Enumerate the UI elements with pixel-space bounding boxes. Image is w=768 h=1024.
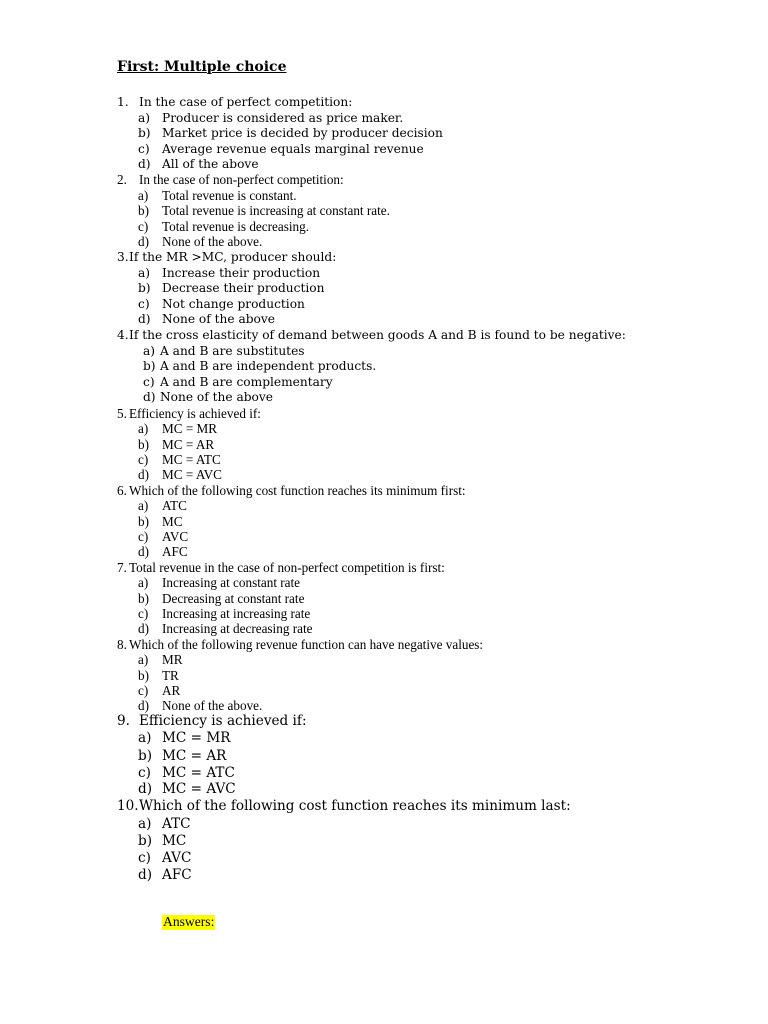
question-8-option-a: [138, 653, 183, 666]
option-letter: c): [138, 850, 151, 866]
option-text: Average revenue equals marginal revenue: [162, 142, 424, 156]
option-text: None of the above.: [162, 698, 263, 713]
option-text: MC = AVC: [162, 781, 236, 797]
question-5-option-b: [138, 438, 214, 451]
question-number: 7.: [117, 560, 127, 575]
option-text: MC: [162, 833, 187, 849]
option-text: Decrease their production: [162, 281, 325, 295]
option-letter: d): [138, 234, 149, 249]
option-letter: c): [138, 142, 150, 156]
option-text: ATC: [162, 816, 191, 832]
question-number: 3.: [117, 250, 129, 264]
option-text: MC = MR: [162, 421, 218, 436]
question-10-option-d: [138, 869, 192, 883]
option-letter: b): [138, 591, 149, 606]
option-letter: b): [138, 203, 149, 218]
option-text: Increase their production: [162, 266, 321, 280]
question-5-option-c: [138, 453, 221, 466]
question-7: [117, 561, 445, 574]
question-1-option-b: [138, 127, 443, 139]
question-5-option-a: [138, 422, 217, 435]
question-3-option-b: [138, 282, 324, 294]
option-text: AVC: [162, 850, 192, 866]
option-letter: c): [138, 297, 150, 311]
option-letter: a): [138, 816, 152, 832]
option-letter: b): [143, 359, 156, 373]
option-letter: b): [138, 126, 151, 140]
question-7-option-b: [138, 592, 304, 605]
question-text: Which of the following revenue function can have negative values:: [129, 637, 484, 652]
option-letter: a): [138, 575, 149, 590]
question-3-option-a: [138, 267, 320, 279]
question-9: [117, 715, 307, 729]
option-text: MC = AVC: [162, 467, 222, 482]
question-3-option-d: [138, 313, 275, 325]
option-letter: c): [138, 765, 151, 781]
option-letter: c): [138, 452, 149, 467]
option-text: Not change production: [162, 297, 305, 311]
option-text: None of the above: [160, 390, 273, 404]
question-text: Efficiency is achieved if:: [139, 713, 307, 729]
option-text: AR: [162, 683, 181, 698]
question-number: 4.: [117, 328, 129, 342]
question-4-option-d: [143, 391, 273, 403]
option-letter: d): [138, 781, 153, 797]
question-text: Efficiency is achieved if:: [129, 406, 261, 421]
section-heading: First: Multiple choice: [117, 59, 287, 75]
option-letter: d): [138, 312, 151, 326]
option-letter: a): [138, 188, 149, 203]
question-4-option-a: [143, 345, 305, 357]
question-10: [117, 800, 571, 814]
question-5: [117, 407, 261, 420]
option-text: Producer is considered as price maker.: [162, 111, 404, 125]
option-letter: d): [138, 544, 149, 559]
question-10-option-c: [138, 852, 191, 866]
question-9-option-b: [138, 750, 226, 764]
question-9-option-d: [138, 783, 236, 797]
option-text: Total revenue is decreasing.: [162, 219, 310, 234]
option-letter: b): [138, 514, 149, 529]
question-1-option-d: [138, 158, 259, 170]
question-1: [117, 96, 352, 108]
option-letter: a): [138, 111, 151, 125]
question-1-option-a: [138, 112, 403, 124]
question-7-option-a: [138, 576, 300, 589]
option-letter: a): [138, 730, 152, 746]
question-text: If the MR >MC, producer should:: [129, 250, 337, 264]
option-text: Market price is decided by producer decision: [162, 126, 443, 140]
question-number: 10.: [117, 798, 139, 814]
question-6-option-d: [138, 545, 188, 558]
question-text: In the case of perfect competition:: [139, 95, 353, 109]
question-10-option-a: [138, 818, 191, 832]
question-text: Which of the following cost function reaches its minimum last:: [139, 798, 571, 814]
option-text: MC = AR: [162, 437, 215, 452]
option-text: Increasing at decreasing rate: [162, 621, 313, 636]
question-6-option-a: [138, 499, 187, 512]
question-7-option-d: [138, 622, 312, 635]
option-text: AFC: [162, 544, 188, 559]
question-4-option-c: [143, 376, 333, 388]
option-letter: d): [138, 867, 153, 883]
question-8-option-c: [138, 684, 180, 697]
question-2-option-d: [138, 235, 262, 248]
question-text: Which of the following cost function reaches its minimum first:: [129, 483, 466, 498]
question-number: 2.: [117, 172, 127, 187]
answers-label: Answers:: [163, 914, 215, 929]
option-letter: b): [138, 668, 149, 683]
question-number: 6.: [117, 483, 127, 498]
option-text: Increasing at increasing rate: [162, 606, 311, 621]
option-letter: b): [138, 748, 153, 764]
question-2-option-c: [138, 220, 309, 233]
option-text: MC = MR: [162, 730, 231, 746]
option-text: MR: [162, 652, 183, 667]
option-text: ATC: [162, 498, 187, 513]
option-text: AVC: [162, 529, 189, 544]
option-letter: b): [138, 833, 153, 849]
question-7-option-c: [138, 607, 310, 620]
question-9-option-c: [138, 767, 235, 781]
option-letter: a): [138, 421, 149, 436]
question-3-option-c: [138, 298, 305, 310]
option-text: Total revenue is constant.: [162, 188, 297, 203]
question-5-option-d: [138, 468, 222, 481]
question-8-option-d: [138, 699, 262, 712]
question-text: If the cross elasticity of demand between goods A and B is found to be negative:: [129, 328, 626, 342]
option-letter: d): [138, 698, 149, 713]
question-number: 5.: [117, 406, 127, 421]
option-letter: a): [138, 652, 149, 667]
option-text: MC = AR: [162, 748, 227, 764]
question-number: 8.: [117, 637, 127, 652]
question-6-option-c: [138, 530, 188, 543]
option-text: TR: [162, 668, 179, 683]
option-text: MC = ATC: [162, 452, 221, 467]
option-letter: a): [143, 344, 156, 358]
option-letter: c): [138, 529, 149, 544]
option-letter: a): [138, 498, 149, 513]
option-text: A and B are complementary: [160, 375, 333, 389]
question-4-option-b: [143, 360, 376, 372]
option-letter: c): [138, 219, 149, 234]
option-text: Increasing at constant rate: [162, 575, 301, 590]
option-text: MC = ATC: [162, 765, 235, 781]
option-text: None of the above.: [162, 234, 263, 249]
question-6-option-b: [138, 515, 183, 528]
question-4: [117, 329, 626, 341]
option-letter: c): [138, 683, 149, 698]
question-number: 1.: [117, 95, 129, 109]
question-8: [117, 638, 483, 651]
option-text: Total revenue is increasing at constant rate.: [162, 203, 390, 218]
question-2: [117, 173, 344, 186]
question-6: [117, 484, 466, 497]
question-3: [117, 251, 336, 263]
question-2-option-b: [138, 204, 390, 217]
option-text: MC: [162, 514, 183, 529]
option-letter: d): [138, 621, 149, 636]
option-letter: d): [143, 390, 156, 404]
option-text: A and B are substitutes: [160, 344, 305, 358]
option-text: A and B are independent products.: [160, 359, 377, 373]
option-text: None of the above: [162, 312, 275, 326]
option-text: AFC: [162, 867, 192, 883]
option-letter: d): [138, 467, 149, 482]
option-letter: c): [138, 606, 149, 621]
option-letter: b): [138, 437, 149, 452]
question-8-option-b: [138, 669, 179, 682]
option-text: Decreasing at constant rate: [162, 591, 305, 606]
option-text: All of the above: [162, 157, 259, 171]
question-1-option-c: [138, 143, 424, 155]
option-letter: b): [138, 281, 151, 295]
option-letter: c): [143, 375, 155, 389]
question-number: 9.: [117, 713, 130, 729]
option-letter: a): [138, 266, 151, 280]
question-2-option-a: [138, 189, 297, 202]
question-10-option-b: [138, 835, 186, 849]
question-text: In the case of non-perfect competition:: [139, 172, 344, 187]
question-9-option-a: [138, 732, 231, 746]
option-letter: d): [138, 157, 151, 171]
question-text: Total revenue in the case of non-perfect competition is first:: [129, 560, 445, 575]
